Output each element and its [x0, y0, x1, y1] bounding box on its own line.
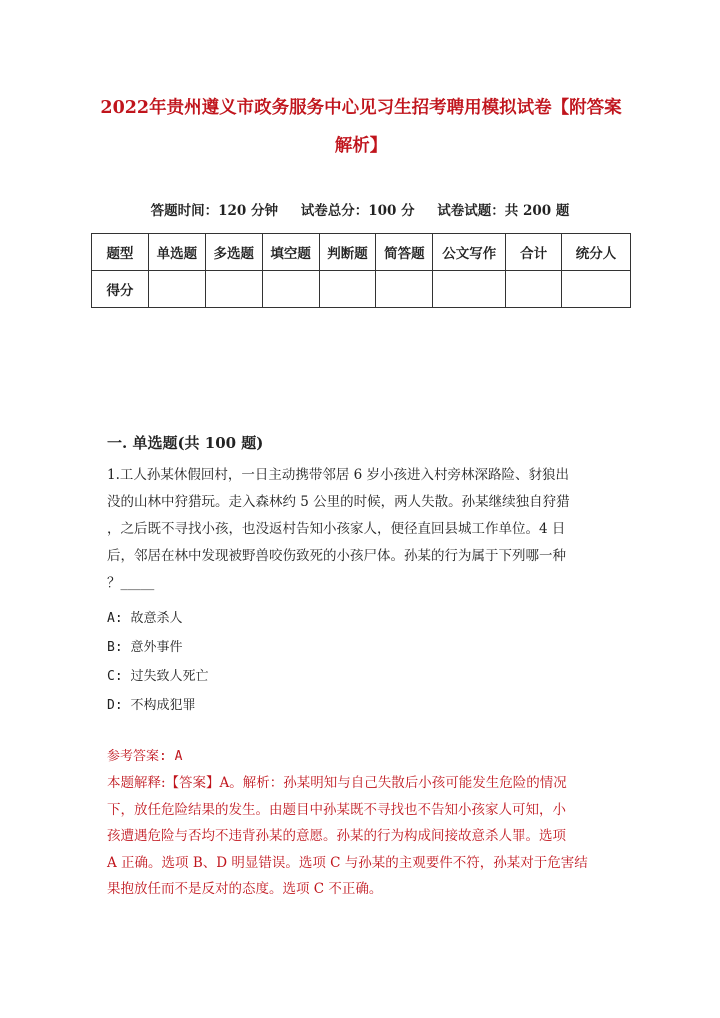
answer-options — [107, 604, 208, 720]
section-title: 一. 单选题(共 100 题) — [107, 434, 264, 452]
score-header-cell: 判断题 — [319, 234, 376, 271]
score-header-cell: 填空题 — [262, 234, 319, 271]
score-table-header-row — [92, 234, 631, 271]
document-title-line-2: 解析】 — [334, 136, 388, 156]
explanation-line: 本题解释:【答案】A。解析：孙某明知与自己失散后小孩可能发生危险的情况 — [107, 775, 567, 791]
score-cell[interactable] — [319, 271, 376, 308]
question-line: ，之后既不寻找小孩，也没返村告知小孩家人，便径直回县城工作单位。4 日 — [107, 521, 566, 537]
option-b: B: 意外事件 — [107, 640, 183, 655]
answer-explanation — [107, 770, 619, 903]
score-cell[interactable] — [506, 271, 562, 308]
question-line: ？_____ — [107, 575, 155, 591]
question-text — [107, 462, 619, 597]
document-title-line-1: 2022年贵州遵义市政务服务中心见习生招考聘用模拟试卷【附答案 — [100, 98, 622, 118]
exam-total-score: 试卷总分：100 分 — [300, 203, 415, 219]
score-header-cell: 单选题 — [148, 234, 205, 271]
score-table — [91, 233, 631, 308]
score-header-cell: 题型 — [92, 234, 149, 271]
score-header-cell: 多选题 — [205, 234, 262, 271]
explanation-line: 果抱放任而不是反对的态度。选项 C 不正确。 — [107, 881, 383, 897]
question-line: 后，邻居在林中发现被野兽咬伤致死的小孩尸体。孙某的行为属于下列哪一种 — [107, 548, 566, 564]
reference-answer: 参考答案: A — [107, 749, 183, 764]
explanation-line: 下，放任危险结果的发生。由题目中孙某既不寻找也不告知小孩家人可知，小 — [107, 801, 566, 818]
exam-meta — [0, 199, 720, 219]
score-cell[interactable] — [148, 271, 205, 308]
score-cell[interactable] — [262, 271, 319, 308]
score-header-cell: 统分人 — [562, 234, 631, 271]
score-cell[interactable] — [205, 271, 262, 308]
score-table-score-row — [92, 271, 631, 308]
score-cell[interactable] — [562, 271, 631, 308]
score-cell[interactable] — [433, 271, 506, 308]
option-c: C: 过失致人死亡 — [107, 669, 209, 684]
explanation-line: 孩遭遇危险与否均不违背孙某的意愿。孙某的行为构成间接故意杀人罪。选项 — [107, 828, 566, 844]
question-line: 没的山林中狩猎玩。走入森林约 5 公里的时候，两人失散。孙某继续独自狩猎 — [107, 494, 570, 510]
score-cell[interactable] — [376, 271, 433, 308]
question-line: 1.工人孙某休假回村，一日主动携带邻居 6 岁小孩进入村旁林深路险、豺狼出 — [107, 467, 570, 483]
explanation-line: A 正确。选项 B、D 明显错误。选项 C 与孙某的主观要件不符，孙某对于危害结 — [107, 854, 588, 871]
exam-question-count: 试卷试题：共 200 题 — [437, 203, 570, 219]
score-row-label: 得分 — [92, 271, 149, 308]
score-header-cell: 简答题 — [376, 234, 433, 271]
option-a: A: 故意杀人 — [107, 611, 183, 626]
option-d: D: 不构成犯罪 — [107, 698, 196, 713]
exam-time: 答题时间：120 分钟 — [150, 203, 278, 219]
score-header-cell: 合计 — [506, 234, 562, 271]
score-header-cell: 公文写作 — [433, 234, 506, 271]
